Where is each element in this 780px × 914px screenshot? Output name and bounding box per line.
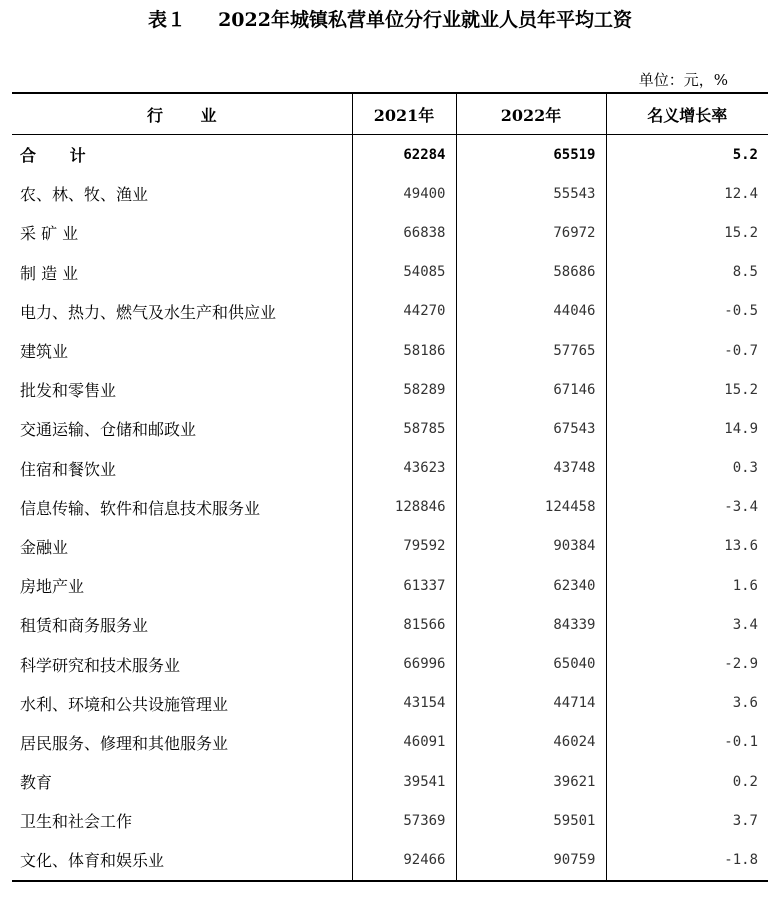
growth-rate: 5.2 (732, 146, 758, 163)
industry-name: 水利、环境和公共设施管理业 (12, 684, 352, 723)
table-row (12, 723, 768, 762)
wage-2021: 92466 (352, 840, 456, 880)
table-row (12, 684, 768, 723)
wage-2022: 55543 (456, 174, 606, 213)
industry-name: 农、林、牧、渔业 (12, 174, 352, 213)
industry-name: 金融业 (12, 527, 352, 566)
industry-name: 信息传输、软件和信息技术服务业 (12, 488, 352, 527)
growth-rate: 0.3 (732, 460, 758, 477)
industry-name: 建筑业 (12, 331, 352, 370)
industry-name: 合 计 (12, 135, 352, 175)
industry-name: 制 造 业 (12, 253, 352, 292)
table-row (12, 527, 768, 566)
wage-2021: 128846 (352, 488, 456, 527)
header-2021: 2021年 (352, 93, 456, 135)
table-row (12, 801, 768, 840)
table-row (12, 174, 768, 213)
wage-2021: 39541 (352, 762, 456, 801)
wage-2022: 58686 (456, 253, 606, 292)
table-row (12, 292, 768, 331)
header-row (12, 93, 768, 135)
wage-2022: 59501 (456, 801, 606, 840)
wage-2022: 90384 (456, 527, 606, 566)
wage-2022: 76972 (456, 213, 606, 252)
industry-name: 住宿和餐饮业 (12, 449, 352, 488)
wage-2022: 57765 (456, 331, 606, 370)
wage-2021: 66838 (352, 213, 456, 252)
industry-name: 教育 (12, 762, 352, 801)
wage-2021: 61337 (352, 566, 456, 605)
wage-2021: 54085 (352, 253, 456, 292)
industry-name: 居民服务、修理和其他服务业 (12, 723, 352, 762)
growth-rate: 12.4 (724, 185, 758, 202)
industry-name: 批发和零售业 (12, 370, 352, 409)
table-row (12, 840, 768, 880)
table-row (12, 644, 768, 683)
table-number: 表１ (148, 9, 187, 31)
header-2022: 2022年 (456, 93, 606, 135)
industry-name: 采 矿 业 (12, 213, 352, 252)
growth-rate: 3.4 (732, 616, 758, 633)
table-row (12, 331, 768, 370)
wage-2021: 62284 (352, 135, 456, 175)
industry-name: 科学研究和技术服务业 (12, 644, 352, 683)
wage-2022: 43748 (456, 449, 606, 488)
growth-rate: -0.5 (724, 303, 758, 320)
growth-rate: -1.8 (606, 840, 768, 880)
industry-name: 电力、热力、燃气及水生产和供应业 (12, 292, 352, 331)
growth-rate: -3.4 (724, 499, 758, 516)
wage-2021: 44270 (352, 292, 456, 331)
wage-2021: 79592 (352, 527, 456, 566)
growth-rate: 3.7 (732, 812, 758, 829)
wage-2022: 84339 (456, 605, 606, 644)
wage-2022: 67543 (456, 409, 606, 448)
growth-rate: -2.9 (724, 656, 758, 673)
header-growth-rate: 名义增长率 (606, 93, 768, 135)
table-row (12, 566, 768, 605)
industry-name: 房地产业 (12, 566, 352, 605)
growth-rate: 0.2 (732, 773, 758, 790)
table-row (12, 409, 768, 448)
table-title (0, 6, 780, 34)
unit-note: 单位：元，% (638, 71, 728, 89)
wage-table (12, 92, 768, 882)
wage-2022: 65519 (456, 135, 606, 175)
wage-2022: 44046 (456, 292, 606, 331)
wage-2021: 66996 (352, 644, 456, 683)
wage-2022: 124458 (456, 488, 606, 527)
wage-2021: 58785 (352, 409, 456, 448)
table-row (12, 370, 768, 409)
wage-2022: 39621 (456, 762, 606, 801)
growth-rate: 1.6 (732, 577, 758, 594)
table-row (12, 213, 768, 252)
wage-2021: 43623 (352, 449, 456, 488)
growth-rate: 15.2 (724, 224, 758, 241)
growth-rate: 15.2 (724, 381, 758, 398)
growth-rate: 14.9 (724, 420, 758, 437)
industry-name: 文化、体育和娱乐业 (12, 840, 352, 880)
wage-2021: 46091 (352, 723, 456, 762)
wage-2021: 57369 (352, 801, 456, 840)
growth-rate: 8.5 (732, 264, 758, 281)
growth-rate: -0.7 (724, 342, 758, 359)
wage-2021: 43154 (352, 684, 456, 723)
wage-2021: 58289 (352, 370, 456, 409)
table-row (12, 253, 768, 292)
wage-2021: 81566 (352, 605, 456, 644)
wage-2022: 90759 (456, 840, 606, 880)
industry-name: 交通运输、仓储和邮政业 (12, 409, 352, 448)
industry-name: 租赁和商务服务业 (12, 605, 352, 644)
growth-rate: 3.6 (732, 695, 758, 712)
wage-2022: 44714 (456, 684, 606, 723)
total-row (12, 135, 768, 175)
header-industry: 行 业 (12, 93, 352, 135)
wage-2022: 62340 (456, 566, 606, 605)
growth-rate: -0.1 (724, 734, 758, 751)
wage-2021: 49400 (352, 174, 456, 213)
wage-2022: 65040 (456, 644, 606, 683)
wage-2021: 58186 (352, 331, 456, 370)
table-title-text: 2022年城镇私营单位分行业就业人员年平均工资 (218, 9, 632, 31)
growth-rate: 13.6 (724, 538, 758, 555)
wage-2022: 67146 (456, 370, 606, 409)
table-row (12, 449, 768, 488)
table-row (12, 488, 768, 527)
industry-name: 卫生和社会工作 (12, 801, 352, 840)
table-row (12, 605, 768, 644)
wage-2022: 46024 (456, 723, 606, 762)
table-row (12, 762, 768, 801)
